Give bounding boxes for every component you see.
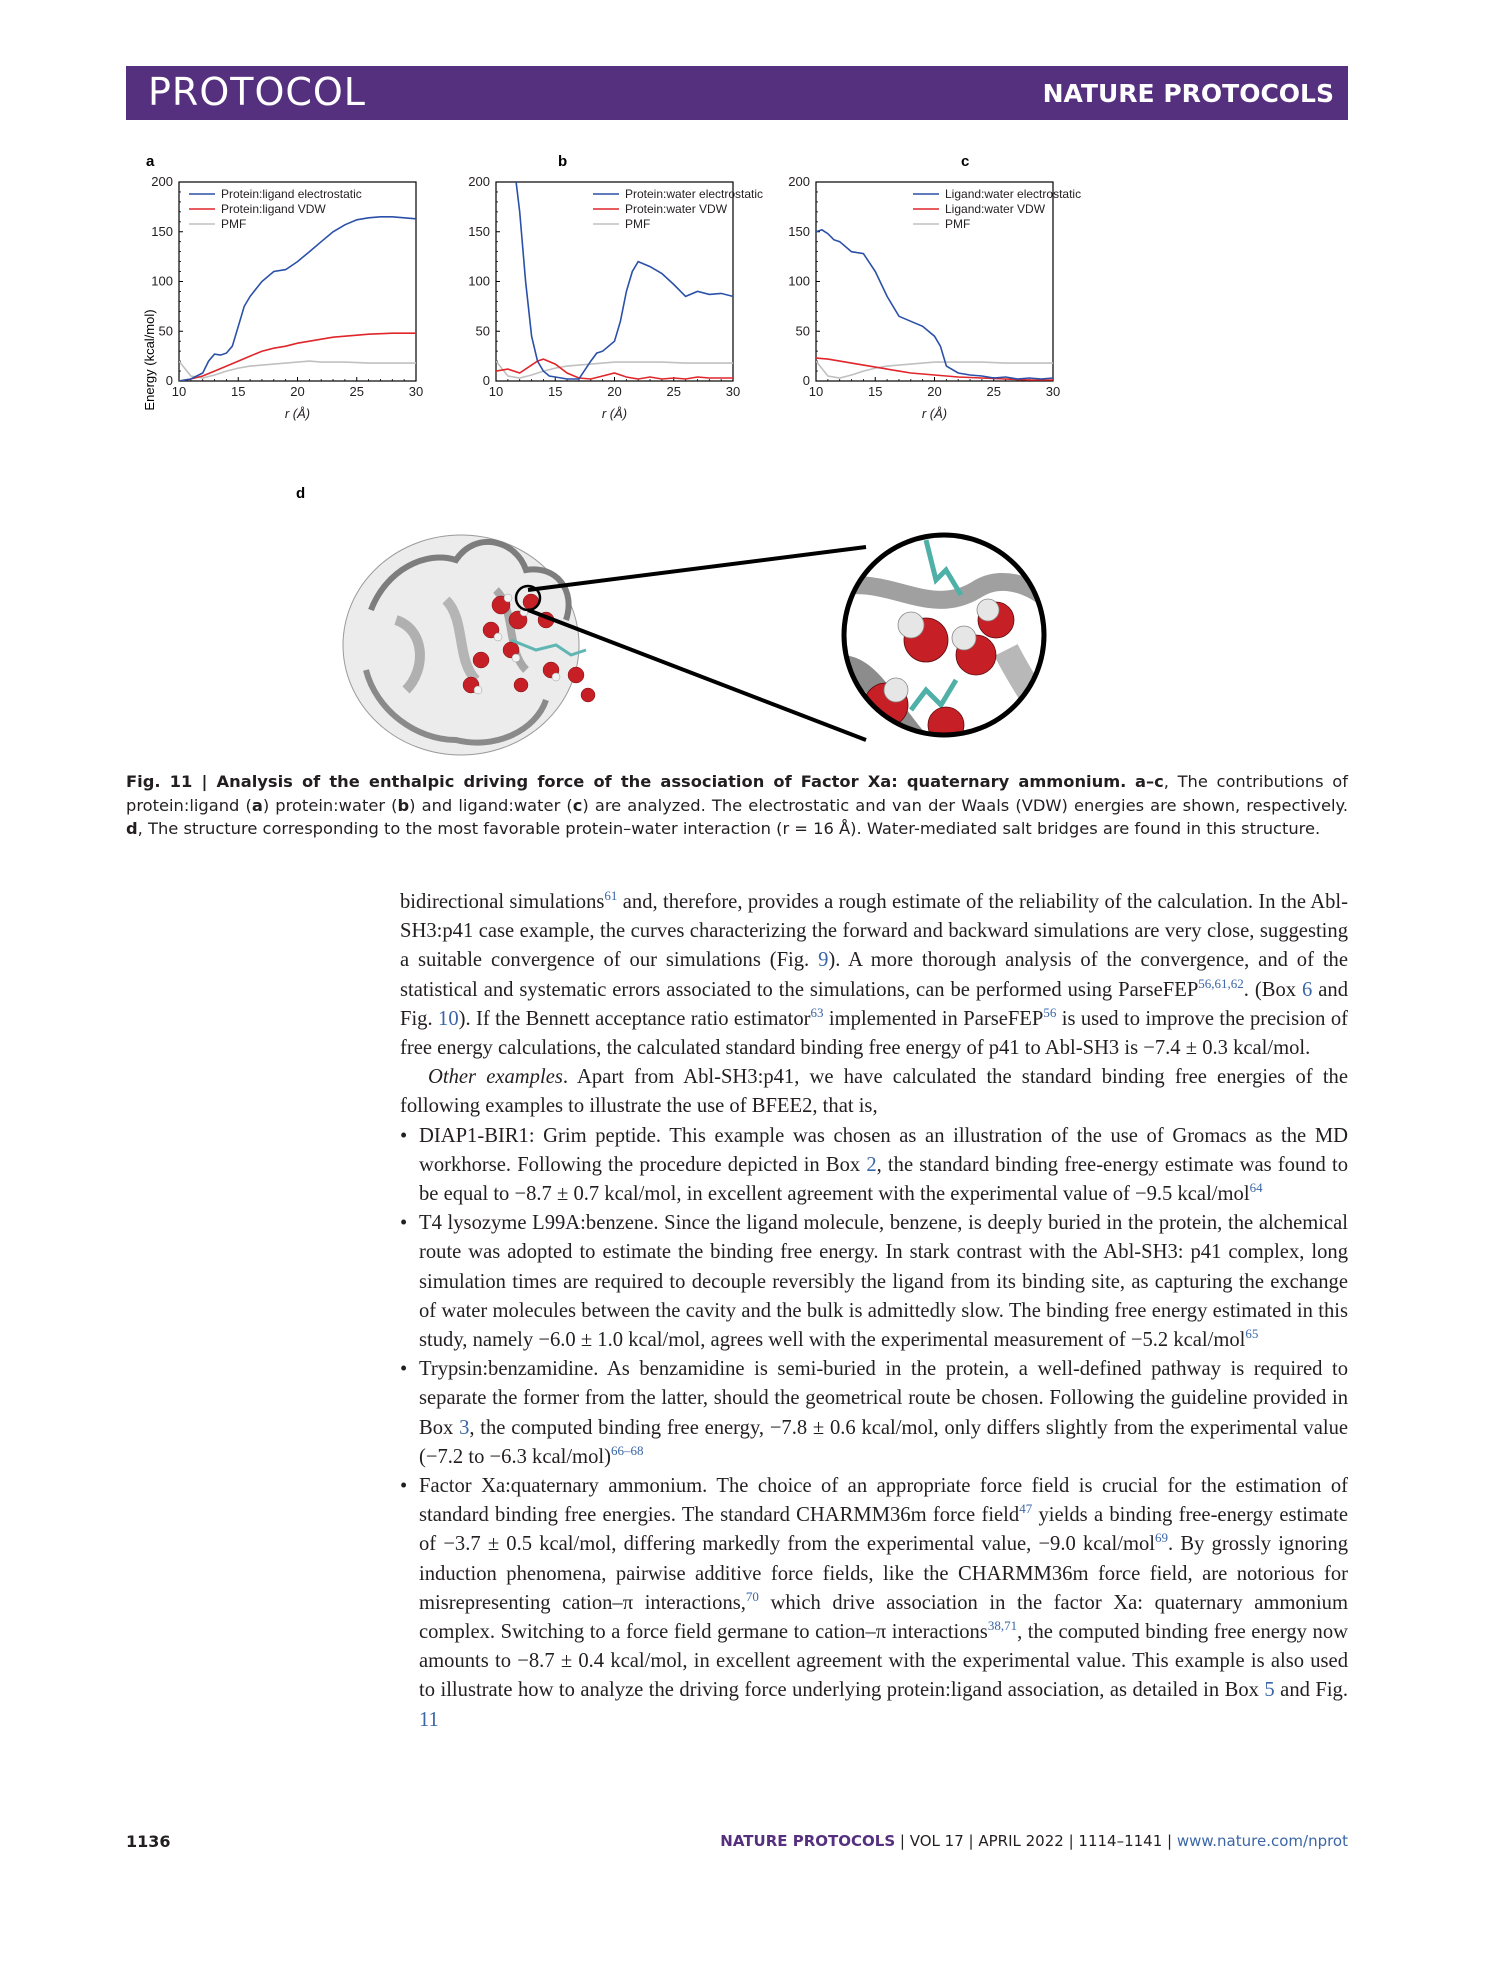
list-item: • DIAP1-BIR1: Grim peptide. This example was chosen as an illustration of the use of Gromacs as the MD workhorse. Following the procedure depicted in Box 2, the standard binding free-energy estimate was found to be equal to −8.7 ± 0.7 kcal/mol, in excellent agreement with the experimental value of −9.5 kcal/mol$^{64}$ [400,1124,1348,1206]
text: . By grossly ignoring induction phenomena, pairwise additive force fields, like the CHARMM36m force field, are notorious for misrepresenting cation–π interactions, [419,1533,1348,1614]
caption-text: , The contributions of protein:ligand ( [126,772,1348,815]
x-tick-label: 10 [171,384,187,399]
y-tick-label: 50 [475,323,490,339]
citation-link[interactable]: 65 [1245,1326,1259,1342]
x-tick-label: 25 [349,384,364,399]
panel-label-c: c [961,153,970,170]
x-axis-label: r (Å) [601,406,628,421]
y-axis-label: Energy (kcal/mol) [142,309,157,411]
legend-label: Protein:water electrostatic [625,187,764,201]
x-tick-label: 15 [868,384,883,399]
x-tick-label: 20 [607,384,622,399]
paragraph [400,888,1348,1063]
x-tick-label: 25 [986,384,1001,399]
list-item: • Factor Xa:quaternary ammonium. The choice of an appropriate force field is crucial for the estimation of standard binding free energies. The standard CHARMM36m force field$^{47}$ yields a binding free-energy estimate of −3.7 ± 0.5 kcal/mol, differing markedly from the experimental value, −9.0 kcal/mol$^{69}$. By grossly ignoring induction phenomena, pairwise additive force fields, like the CHARMM36m force field, are notorious for misrepresenting cation–π interactions,$^{70}$ which drive association in the factor Xa: quaternary ammonium complex. Switching to a force field germane to cation–π interactions$^{38,71}$, the computed binding free energy now amounts to −8.7 ± 0.4 kcal/mol, in excellent agreement with the experimental value. This example is also used to illustrate how to analyze the driving force underlying protein:ligand association, as detailed in Box 5 and Fig. 11 [400,1475,1348,1731]
citation-link[interactable]: 47 [1019,1501,1033,1517]
zoom-inset-image [826,530,1066,750]
figure-link[interactable]: 9 [818,949,829,972]
text: and, therefore, provides a rough estimate of the reliability of the calculation. In the Abl-SH3:p41 case example, the curves characterizing the forward and backward simulations are very close, suggesting a suitable convergence of our simulations (Fig. [400,891,1348,972]
text: . (Box [1243,978,1303,1001]
caption-ref-a: a [251,795,263,815]
figure-link[interactable]: 10 [438,1007,459,1030]
figure-svg [126,150,1348,770]
text: , the standard binding free-energy estimate was found to be equal to −8.7 ± 0.7 kcal/mol, in excellent agreement with the experimental value of −9.5 kcal/mol [419,1153,1348,1206]
caption-text: ) protein:water ( [262,795,398,815]
section-label: PROTOCOL [148,70,366,114]
figure-caption [126,770,1348,841]
protein-structure-image [343,535,595,755]
separator: | [963,1832,979,1850]
caption-text: , The structure corresponding to the most favorable protein–water interaction (r = 16 Å). Water-mediated salt bridges are found in this structure. [137,819,1321,838]
journal-url-link[interactable]: www.nature.com/nprot [1176,1832,1348,1850]
text: is used to improve the precision of free energy calculations, the calculated standard binding free energy of p41 to Abl-SH3 is −7.4 ± 0.3 kcal/mol. [400,1007,1348,1060]
y-tick-label: 200 [468,174,490,189]
zoom-line-top [528,547,866,590]
citation-link[interactable]: 38,71 [987,1618,1018,1634]
x-tick-label: 15 [548,384,563,399]
box-link[interactable]: 6 [1302,978,1313,1001]
x-tick-label: 20 [290,384,305,399]
text: . Apart from Abl-SH3:p41, we have calculated the standard binding free energies of the following examples to illustrate the use of BFEE2, that is, [400,1066,1348,1118]
y-tick-label: 0 [165,373,173,388]
box-link[interactable]: 2 [866,1153,877,1176]
citation-link[interactable]: 69 [1155,1530,1169,1546]
text: yields a binding free-energy estimate of −3.7 ± 0.5 kcal/mol, differing markedly from the experimental value, −9.0 kcal/mol [419,1504,1348,1556]
legend-label: Ligand:water electrostatic [945,187,1082,201]
y-tick-label: 150 [788,223,810,239]
citation-link[interactable]: 70 [745,1589,759,1605]
text: and Fig. [1274,1679,1348,1702]
text: ). If the Bennett acceptance ratio estimator [458,1007,811,1030]
x-tick-label: 30 [725,384,741,399]
panel-label-d: d [296,485,306,502]
x-tick-label: 25 [666,384,681,399]
separator: | [1162,1832,1177,1850]
y-tick-label: 50 [795,323,810,339]
list-item: • T4 lysozyme L99A:benzene. Since the ligand molecule, benzene, is deeply buried in the protein, the alchemical route was adopted to estimate the binding free energy. In stark contrast with the Abl-SH3: p41 complex, long simulation times are required to decouple reversibly the ligand from its binding site, as capturing the exchange of water molecules between the cavity and the bulk is admittedly slow. The binding free energy estimated in this study, namely −6.0 ± 1.0 kcal/mol, agrees well with the experimental measurement of −5.2 kcal/mol$^{65}$ [400,1212,1348,1352]
citation-link[interactable]: 56 [1043,1004,1057,1020]
legend-label: Ligand:water VDW [945,202,1046,216]
caption-text: ) are analyzed. The electrostatic and van der Waals (VDW) energies are shown, respectively. [582,795,1349,815]
legend-label: Protein:water VDW [625,202,728,216]
list-item: • Trypsin:benzamidine. As benzamidine is semi-buried in the protein, a well-defined pathway is required to separate the former from the latter, should the geometrical route be chosen. Following the guideline provided in Box 3, the computed binding free energy, −7.8 ± 0.6 kcal/mol, only differs slightly from the experimental value (−7.2 to −6.3 kcal/mol)$^{66-68}$ [400,1358,1349,1468]
x-tick-label: 15 [231,384,246,399]
caption-ref-a-c: a–c [1135,772,1164,791]
y-tick-label: 150 [151,223,173,239]
series-line [179,217,416,381]
footer-journal: NATURE PROTOCOLS [720,1832,896,1850]
text: DIAP1-BIR1: Grim peptide. This example was chosen as an illustration of the use of Gromacs as the MD workhorse. Following the procedure depicted in Box [419,1124,1348,1176]
figure-11 [126,150,1348,770]
text: implemented in ParseFEP [823,1007,1044,1030]
text: Factor Xa:quaternary ammonium. The choice of an appropriate force field is crucial for the estimation of standard binding free energies. The standard CHARMM36m force field [419,1475,1348,1527]
y-tick-label: 150 [468,223,490,239]
caption-label: Fig. 11 | Analysis of the enthalpic driving force of the association of Factor Xa: quaternary ammonium. [126,772,1127,791]
caption-ref-b: b [397,795,410,815]
legend-label: PMF [221,217,247,231]
text: , the computed binding free energy now amounts to −8.7 ± 0.4 kcal/mol, in excellent agreement with the experimental value. This example is also used to illustrate how to analyze the driving force underlying protein:ligand association, as detailed in Box [419,1621,1348,1702]
text: , the computed binding free energy, −7.8 ± 0.6 kcal/mol, only differs slightly from the experimental value (−7.2 to −6.3 kcal/mol) [419,1416,1349,1468]
figure-link[interactable]: 11 [419,1708,439,1731]
legend-label: PMF [945,217,971,231]
page-number: 1136 [126,1832,171,1851]
caption-text: ) and ligand:water ( [409,795,573,815]
y-tick-label: 0 [802,373,810,388]
box-link[interactable]: 5 [1264,1679,1275,1702]
legend-label: Protein:ligand VDW [221,202,326,216]
series-line [179,333,416,381]
series-line [816,230,1053,379]
text: T4 lysozyme L99A:benzene. Since the ligand molecule, benzene, is deeply buried in the protein, the alchemical route was adopted to estimate the binding free energy. In stark contrast with the Abl-SH3: p41 complex, long simulation times are required to decouple reversibly the ligand from its binding site, as capturing the exchange of water molecules between the cavity and the bulk is admittedly slow. The binding free energy estimated in this study, namely −6.0 ± 1.0 kcal/mol, agrees well with the experimental measurement of −5.2 kcal/mol [419,1212,1348,1352]
separator: | [1063,1832,1079,1850]
y-tick-label: 100 [788,273,810,289]
footer-pages: 1114–1141 [1078,1832,1163,1850]
citation-link[interactable]: 63 [810,1004,824,1020]
x-tick-label: 10 [488,384,504,399]
example-list [400,1122,1348,1735]
series-line [496,361,733,378]
separator: | [895,1832,910,1850]
italic-run-in: Other examples [428,1066,563,1089]
caption-ref-c: c [572,795,583,815]
text: Trypsin:benzamidine. As benzamidine is semi-buried in the protein, a well-defined pathway is required to separate the former from the latter, should the geometrical route be chosen. Following the guideline provided in Box [419,1358,1348,1439]
y-tick-label: 50 [158,323,173,339]
y-tick-label: 200 [788,174,810,189]
text: and Fig. [400,978,1348,1030]
text: ). A more thorough analysis of the convergence, and of the statistical and systematic errors associated to the simulations, can be performed using ParseFEP [400,949,1348,1001]
page-header [126,66,1348,120]
panel-label-b: b [558,153,568,170]
citation-link[interactable]: 61 [604,888,618,904]
y-tick-label: 0 [482,373,490,388]
y-tick-label: 200 [151,174,173,189]
paragraph [400,1063,1348,1121]
text: which drive association in the factor Xa: quaternary ammonium complex. Switching to a force field germane to cation–π interactions [419,1591,1348,1644]
x-tick-label: 30 [1045,384,1061,399]
journal-label: NATURE PROTOCOLS [1042,79,1334,108]
series-line [179,361,416,378]
x-tick-label: 20 [927,384,942,399]
x-axis-label: r (Å) [921,406,948,421]
legend-label: PMF [625,217,651,231]
panel-label-a: a [146,153,155,170]
legend-label: Protein:ligand electrostatic [221,187,362,201]
x-tick-label: 10 [808,384,824,399]
x-axis-label: r (Å) [284,406,311,421]
box-link[interactable]: 3 [459,1416,470,1439]
y-tick-label: 100 [151,273,173,289]
footer-date: APRIL 2022 [978,1832,1064,1850]
citation-link[interactable]: 66–68 [610,1443,644,1458]
y-tick-label: 100 [468,273,490,289]
body-text [400,888,1348,1735]
footer-citation [720,1832,1348,1850]
citation-link[interactable]: 56,61,62 [1198,975,1244,991]
citation-link[interactable]: 64 [1249,1180,1263,1196]
charts-group [151,174,1081,421]
page-footer [126,1832,1348,1856]
x-tick-label: 30 [408,384,424,399]
footer-volume: VOL 17 [909,1832,964,1850]
caption-ref-d: d [126,819,138,838]
text: bidirectional simulations [400,891,605,913]
